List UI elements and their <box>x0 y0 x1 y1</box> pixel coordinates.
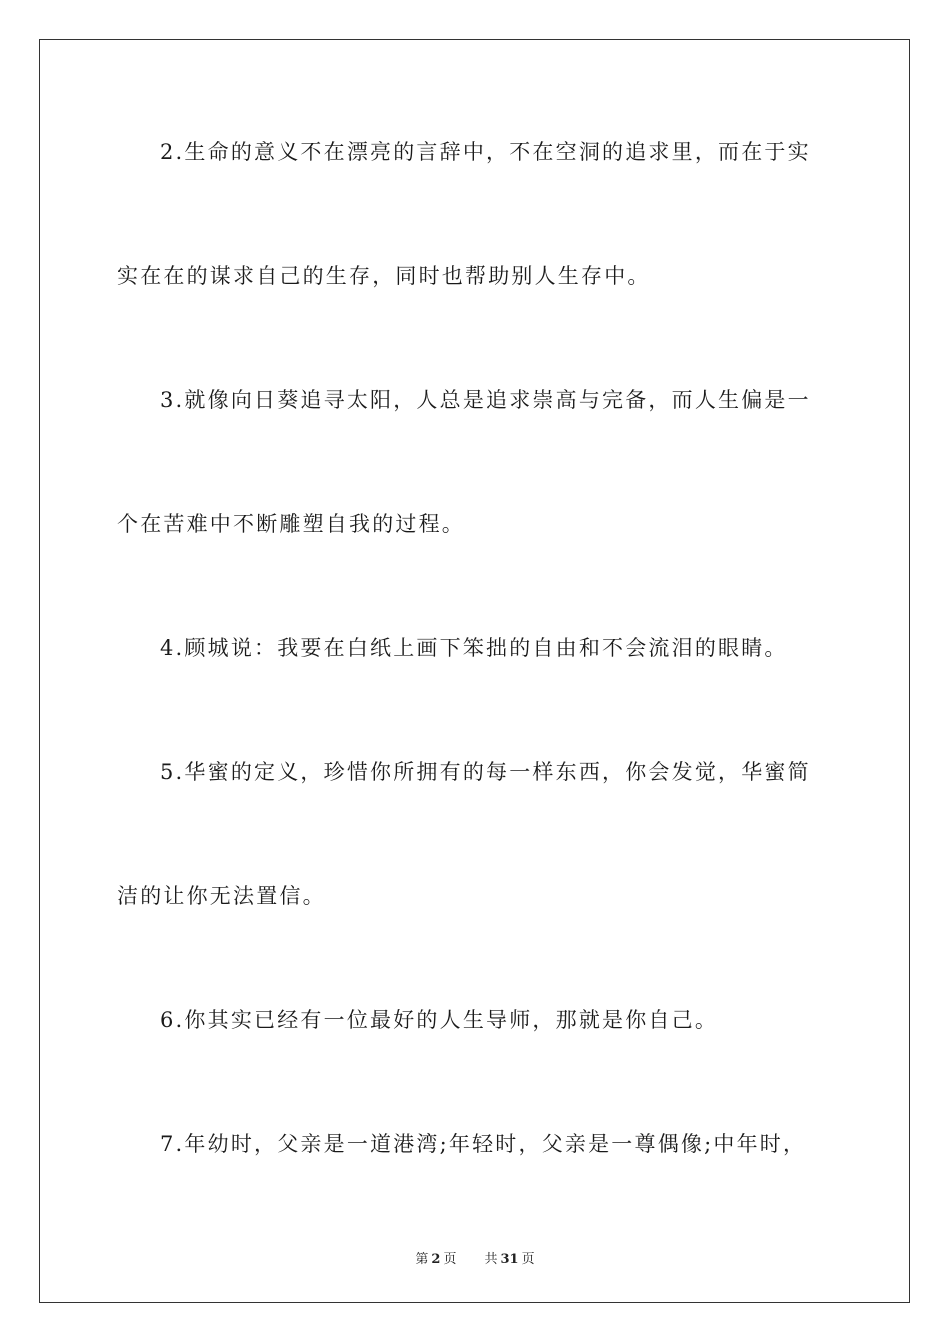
page-prefix: 第 <box>415 1252 429 1267</box>
paragraph-4-line-1: 4.顾城说：我要在白纸上画下笨拙的自由和不会流泪的眼睛。 <box>160 636 788 660</box>
page-footer <box>0 1248 950 1267</box>
page-number <box>412 1252 459 1267</box>
paragraph-2-line-2: 实在在的谋求自己的生存，同时也帮助别人生存中。 <box>117 264 651 288</box>
total-page-count: 31 <box>500 1252 519 1267</box>
paragraph-5-line-2: 洁的让你无法置信。 <box>117 884 326 908</box>
total-prefix: 共 <box>484 1252 498 1267</box>
paragraph-2-line-1: 2.生命的意义不在漂亮的言辞中，不在空洞的追求里，而在于实 <box>160 140 811 164</box>
page-total <box>481 1252 537 1267</box>
total-suffix: 页 <box>521 1252 535 1267</box>
page-suffix: 页 <box>443 1252 457 1267</box>
paragraph-7-line-1: 7.年幼时，父亲是一道港湾;年轻时，父亲是一尊偶像;中年时， <box>160 1132 807 1156</box>
paragraph-3-line-1: 3.就像向日葵追寻太阳，人总是追求崇高与完备，而人生偏是一 <box>160 388 811 412</box>
paragraph-6-line-1: 6.你其实已经有一位最好的人生导师，那就是你自己。 <box>160 1008 719 1032</box>
current-page-number: 2 <box>431 1252 441 1267</box>
paragraph-5-line-1: 5.华蜜的定义，珍惜你所拥有的每一样东西，你会发觉，华蜜简 <box>160 760 811 784</box>
paragraph-3-line-2: 个在苦难中不断雕塑自我的过程。 <box>117 512 465 536</box>
page-border <box>39 39 910 1303</box>
